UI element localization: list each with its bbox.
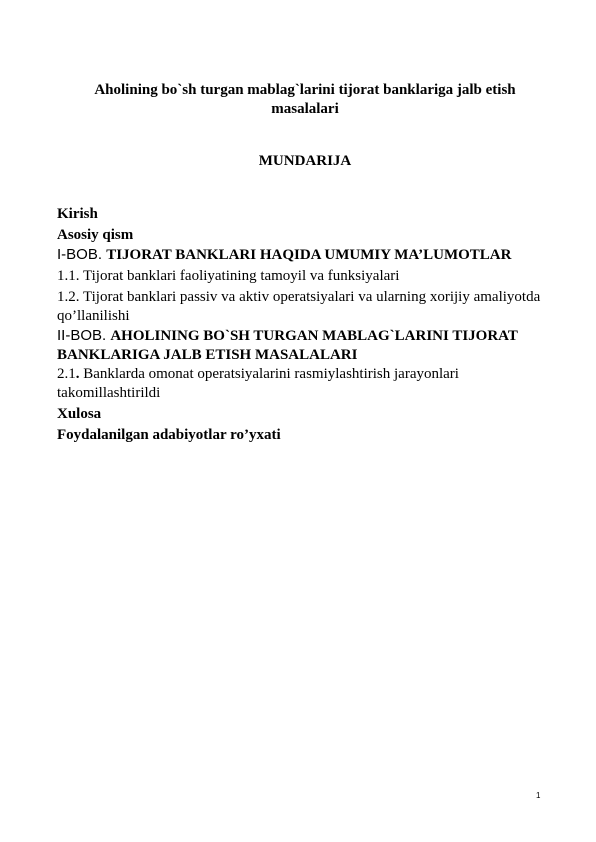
toc-item-section-2-1: [57, 365, 557, 403]
page-number: 1: [536, 791, 541, 800]
document-title: Aholining bo`sh turgan mablag`larini tijorat banklariga jalb etish masalalari: [94, 82, 516, 117]
section-2-1-number: 2.1: [57, 366, 76, 382]
section-2-1-dot: .: [75, 366, 80, 382]
toc-item-conclusion: Xulosa: [57, 406, 102, 422]
toc-item-intro: Kirish: [57, 206, 98, 222]
toc-item-chapter-1: [57, 245, 557, 265]
chapter-1-title: TIJORAT BANKLARI HAQIDA UMUMIY MA’LUMOTLAR: [106, 247, 512, 263]
contents-heading: MUNDARIJA: [258, 153, 352, 169]
section-2-1-title: Banklarda omonat operatsiyalarini rasmiylashtirish jarayonlari takomillashtirildi: [57, 366, 459, 401]
chapter-2-prefix: II-BOB.: [57, 327, 111, 344]
toc-item-chapter-2: [57, 326, 557, 365]
toc-item-references: Foydalanilgan adabiyotlar ro’yxati: [57, 427, 281, 443]
chapter-1-prefix: I-BOB.: [57, 246, 107, 263]
table-of-contents: [57, 205, 557, 445]
toc-item-section-1-1: 1.1. Tijorat banklari faoliyatining tamoyil va funksiyalari: [57, 268, 400, 284]
chapter-2-title: AHOLINING BO`SH TURGAN MABLAG`LARINI TIJORAT BANKLARIGA JALB ETISH MASALALARI: [57, 328, 518, 363]
toc-item-section-1-2: 1.2. Tijorat banklari passiv va aktiv operatsiyalari va ularning xorijiy amaliyotda qo’llanilishi: [57, 289, 541, 324]
toc-item-main-part: Asosiy qism: [57, 227, 134, 243]
